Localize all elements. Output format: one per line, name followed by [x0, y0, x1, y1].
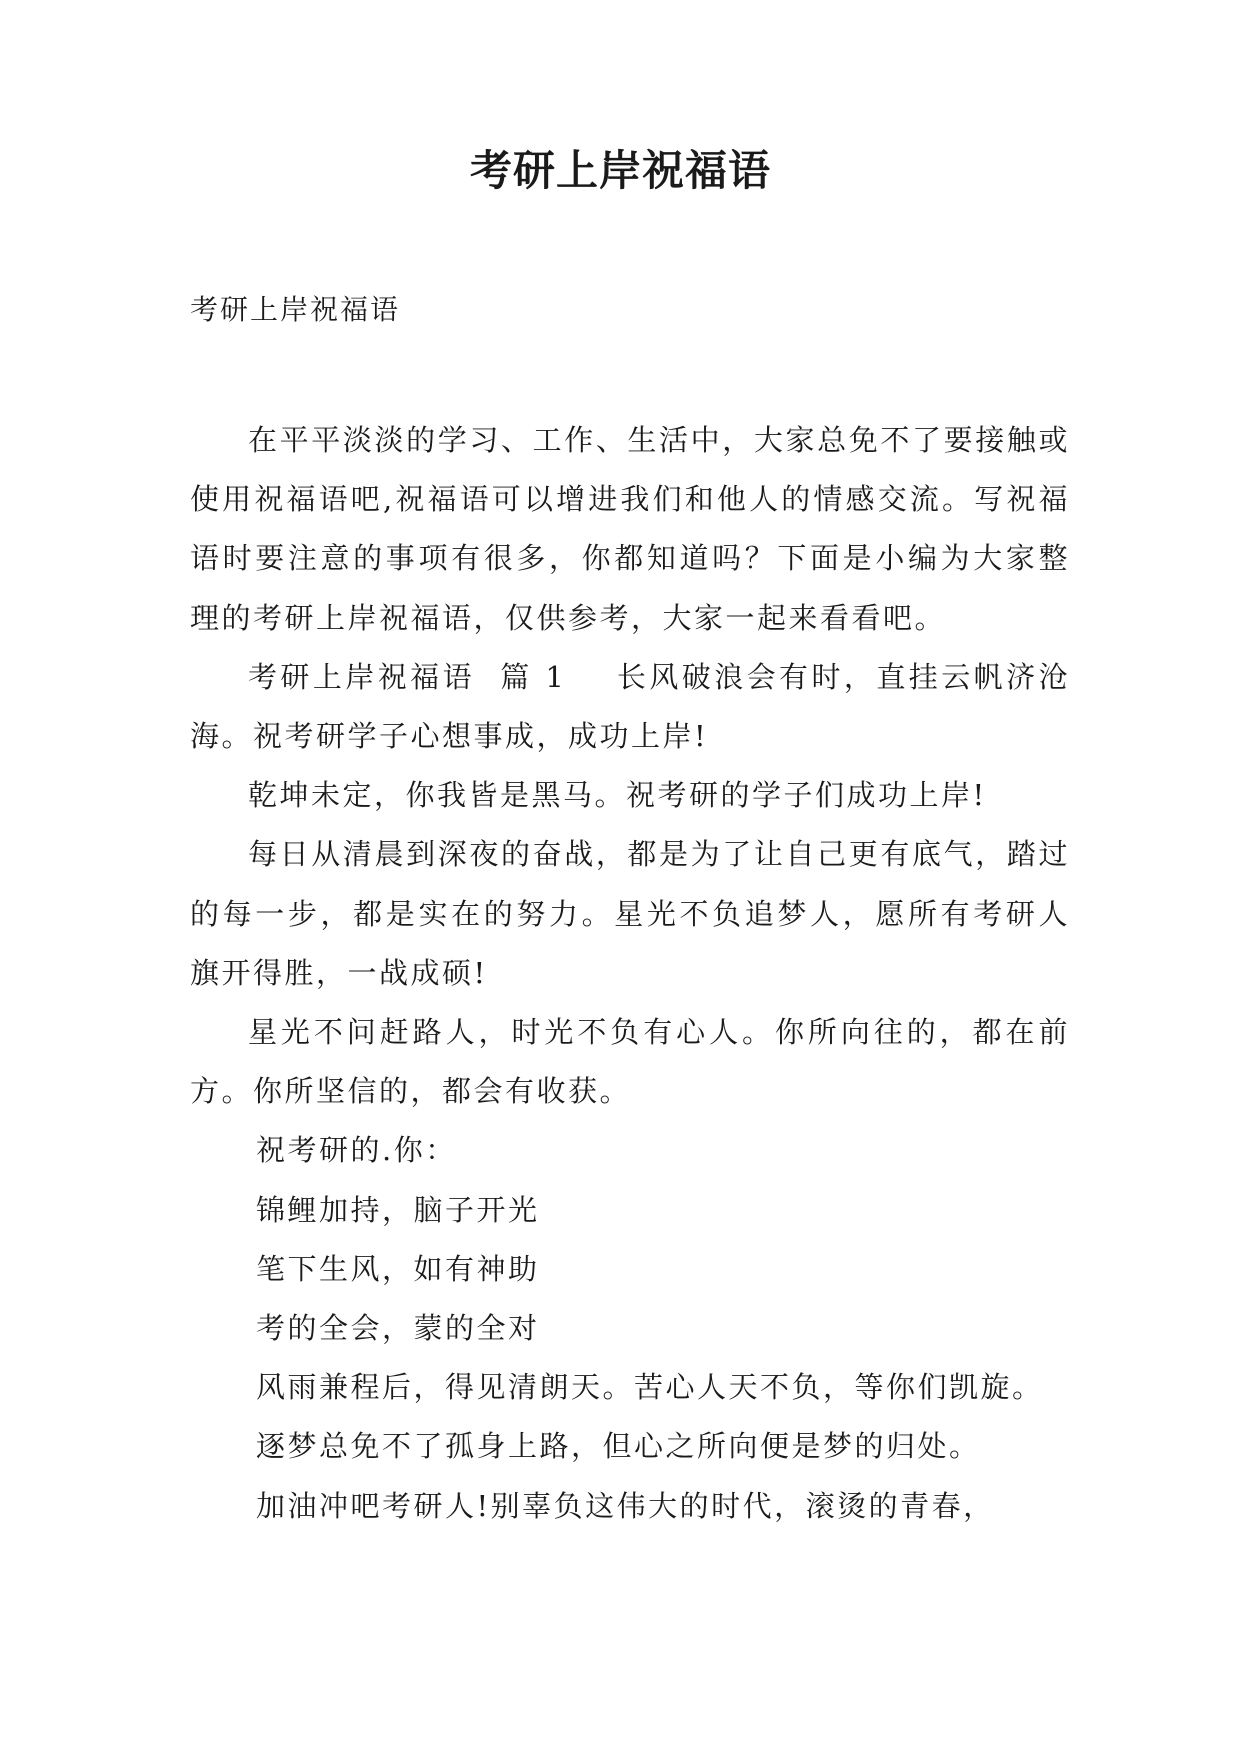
paragraph-dark-horse: 乾坤未定，你我皆是黑马。祝考研的学子们成功上岸!: [248, 778, 987, 813]
paragraph-starlight: 星光不问赶路人，时光不负有心人。你所向往的，都在前方。你所坚信的，都会有收获。: [190, 1015, 1070, 1109]
paragraph-daily-effort: 每日从清晨到深夜的奋战，都是为了让自己更有底气，踏过的每一步，都是实在的努力。星光不负追梦人，愿所有考研人旗开得胜，一战成硕!: [190, 837, 1070, 990]
text-line: 考的全会，蒙的全对: [256, 1311, 540, 1346]
text-line: 祝考研的.你：: [256, 1133, 457, 1168]
document-title: 考研上岸祝福语: [469, 146, 771, 195]
document-body: [190, 411, 1070, 1536]
document-subtitle: 考研上岸祝福语: [190, 293, 401, 326]
text-line: 锦鲤加持，脑子开光: [256, 1192, 540, 1227]
text-line: 笔下生风，如有神助: [256, 1251, 540, 1286]
text-line: 逐梦总免不了孤身上路，但心之所向便是梦的归处。: [256, 1429, 981, 1464]
paragraph-piece-1: 考研上岸祝福语 篇 1 长风破浪会有时，直挂云帆济沧海。祝考研学子心想事成，成功上岸!: [190, 659, 1070, 754]
paragraph-intro: 在平平淡淡的学习、工作、生活中，大家总免不了要接触或使用祝福语吧,祝福语可以增进我们和他人的情感交流。写祝福语时要注意的事项有很多，你都知道吗？下面是小编为大家整理的考研上岸祝福语，仅供参考，大家一起来看看吧。: [190, 423, 1070, 635]
text-line: 风雨兼程后，得见清朗天。苦心人天不负，等你们凯旋。: [256, 1370, 1044, 1405]
text-line: 加油冲吧考研人!别辜负这伟大的时代，滚烫的青春，: [256, 1488, 995, 1523]
